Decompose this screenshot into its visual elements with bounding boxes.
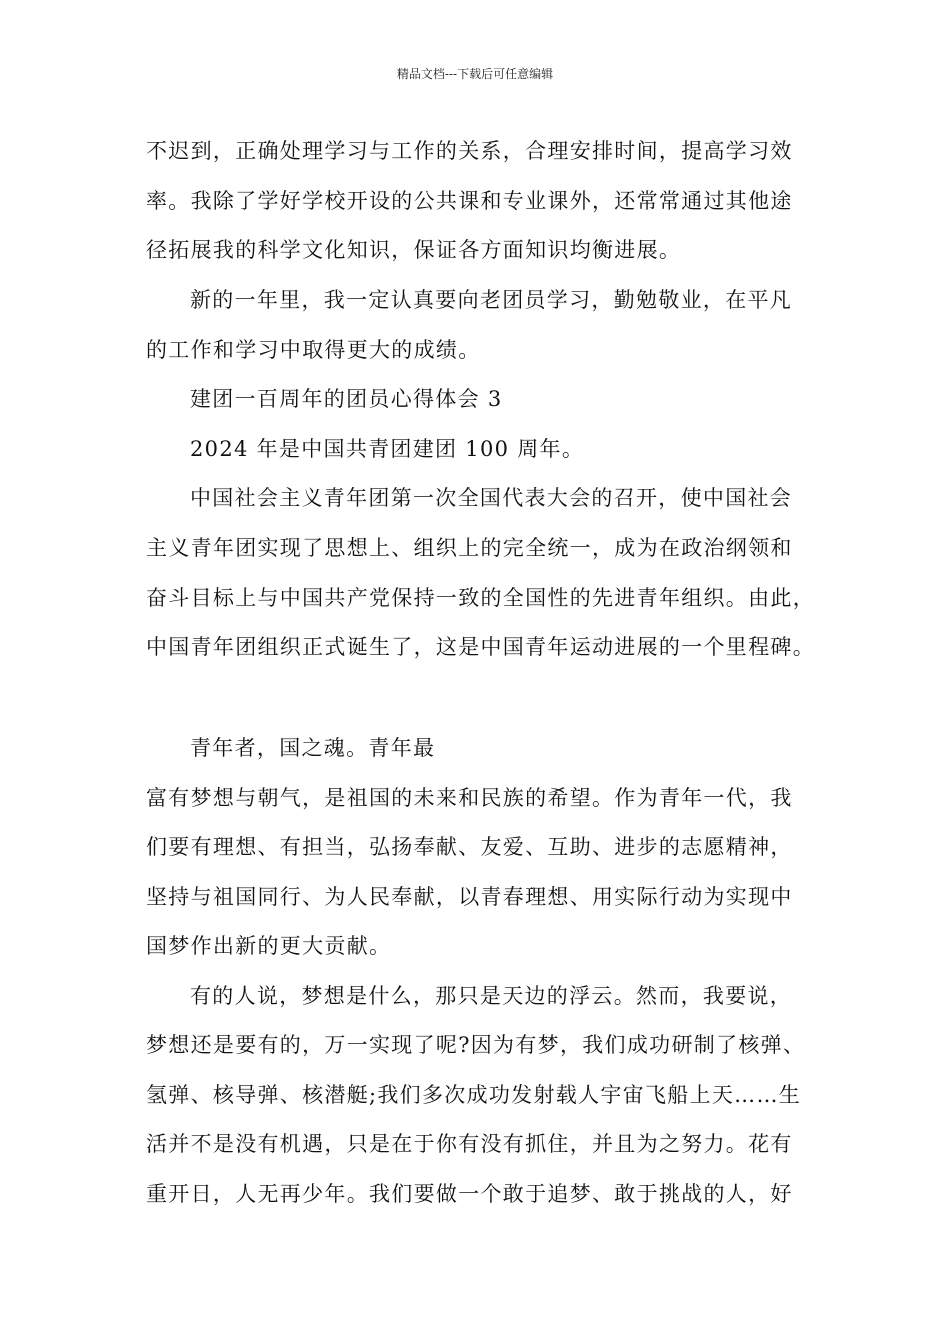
text-line: 中国青年团组织正式诞生了，这是中国青年运动进展的一个里程碑。 [146,635,815,659]
text-line: 主义青年团实现了思想上、组织上的完全统一，成为在政治纲领和 [146,536,793,560]
section-title: 建团一百周年的团员心得体会 3 [190,387,503,411]
text-line: 奋斗目标上与中国共产党保持一致的全国性的先进青年组织。由此， [146,586,815,610]
text-line: 率。我除了学好学校开设的公共课和专业课外，还常常通过其他途 [146,189,793,213]
text-line: 不迟到，正确处理学习与工作的关系，合理安排时间，提高学习效 [146,139,793,163]
text-line: 富有梦想与朝气，是祖国的未来和民族的希望。作为青年一代，我 [146,786,793,810]
text-line: 梦想还是要有的，万一实现了呢?因为有梦，我们成功研制了核弹、 [146,1033,806,1057]
text-line: 青年者，国之魂。青年最 [190,736,436,760]
text-line: 的工作和学习中取得更大的成绩。 [146,338,481,362]
text-line: 国梦作出新的更大贡献。 [146,934,392,958]
text-line: 有的人说，梦想是什么，那只是天边的浮云。然而，我要说， [190,984,793,1008]
text-line: 活并不是没有机遇，只是在于你有没有抓住，并且为之努力。花有 [146,1132,793,1156]
text-line: 们要有理想、有担当，弘扬奉献、友爱、互助、进步的志愿精神， [146,835,793,859]
text-line: 氢弹、核导弹、核潜艇;我们多次成功发射载人宇宙飞船上天……生 [146,1083,802,1107]
text-line: 2024 年是中国共青团建团 100 周年。 [190,437,585,461]
page-header: 精品文档---下载后可任意编辑 [396,67,554,81]
text-line: 重开日，人无再少年。我们要做一个敢于追梦、敢于挑战的人，好 [146,1182,793,1206]
text-line: 坚持与祖国同行、为人民奉献，以青春理想、用实际行动为实现中 [146,885,793,909]
text-line: 新的一年里，我一定认真要向老团员学习，勤勉敬业，在平凡 [190,288,793,312]
text-line: 径拓展我的科学文化知识，保证各方面知识均衡进展。 [146,238,682,262]
text-line: 中国社会主义青年团第一次全国代表大会的召开，使中国社会 [190,486,793,510]
